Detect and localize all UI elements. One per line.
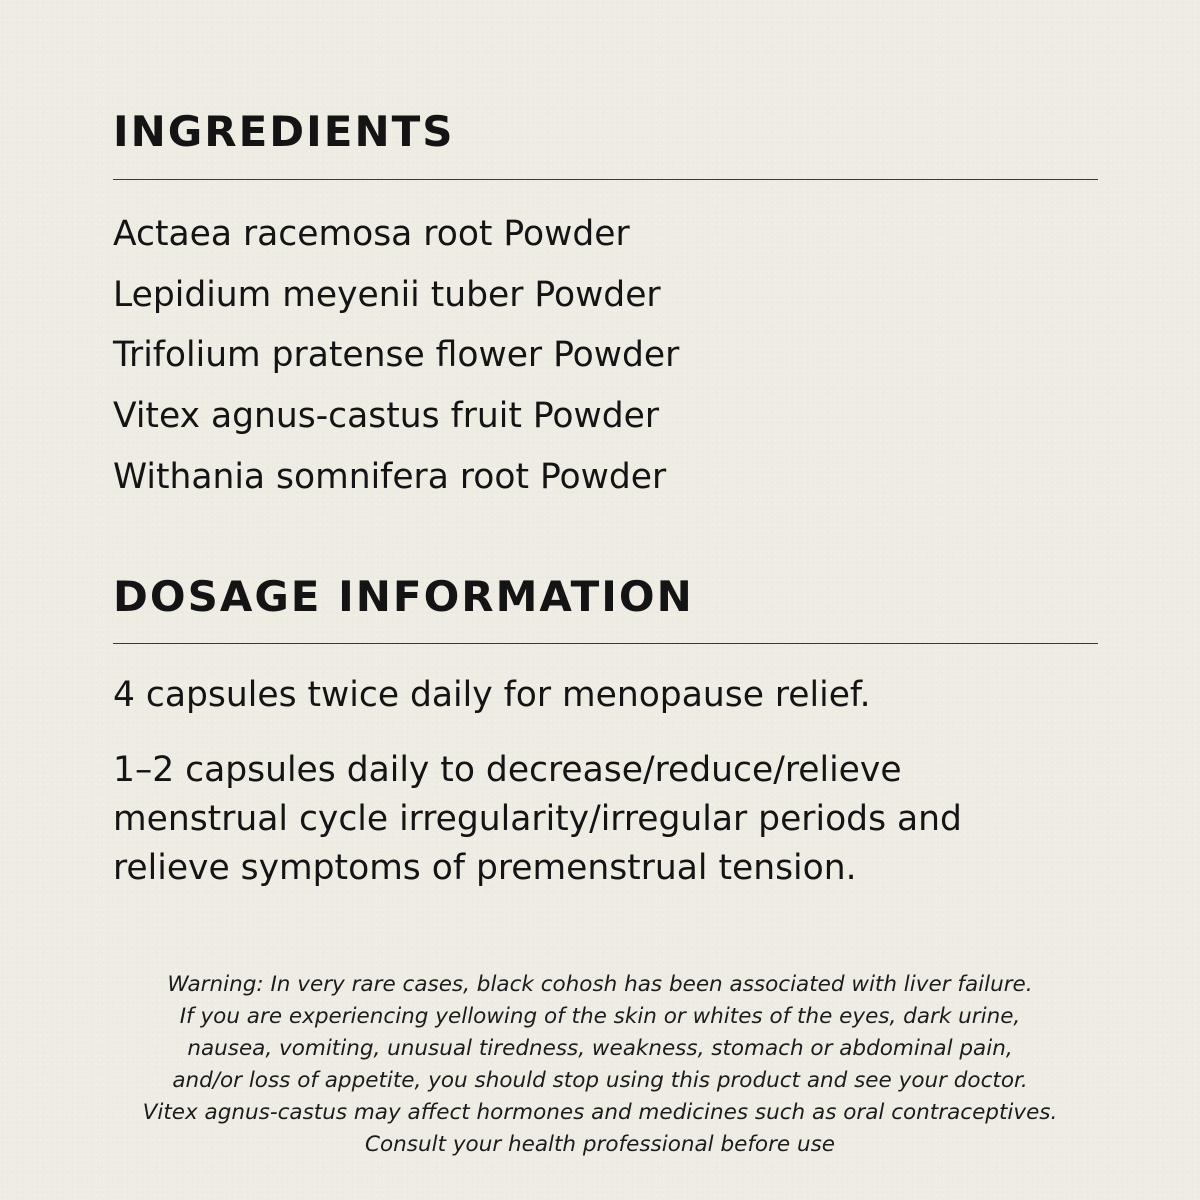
ingredient-item: Actaea racemosa root Powder	[113, 214, 630, 254]
warning-text	[100, 969, 1100, 1161]
warning-line: nausea, vomiting, unusual tiredness, weakness, stomach or abdominal pain,	[187, 1036, 1013, 1061]
warning-line: Vitex agnus-castus may affect hormones and medicines such as oral contraceptives.	[142, 1100, 1058, 1125]
dosage-menopause-text: 4 capsules twice daily for menopause relief.	[113, 675, 871, 715]
warning-line: and/or loss of appetite, you should stop using this product and see your doctor.	[172, 1068, 1028, 1093]
ingredient-item: Lepidium meyenii tuber Powder	[113, 274, 661, 315]
warning-line: Consult your health professional before use	[364, 1132, 836, 1157]
ingredients-list	[113, 204, 679, 507]
dosage-divider	[113, 643, 1098, 644]
warning-line: Warning: In very rare cases, black cohosh has been associated with liver failure.	[167, 972, 1033, 997]
dosage-heading: DOSAGE INFORMATION	[113, 572, 694, 621]
dosage-menstrual-text: 1–2 capsules daily to decrease/reduce/relieve menstrual cycle irregularity/irregular periods and relieve symptoms of premenstrual tension.	[113, 750, 962, 888]
warning-line: If you are experiencing yellowing of the skin or whites of the eyes, dark urine,	[179, 1004, 1021, 1029]
ingredients-heading: INGREDIENTS	[113, 107, 455, 156]
ingredient-item: Trifolium pratense flower Powder	[113, 335, 680, 376]
ingredient-item: Withania somnifera root Powder	[113, 456, 667, 497]
ingredients-divider	[113, 179, 1098, 180]
ingredient-item: Vitex agnus-castus fruit Powder	[113, 396, 660, 437]
